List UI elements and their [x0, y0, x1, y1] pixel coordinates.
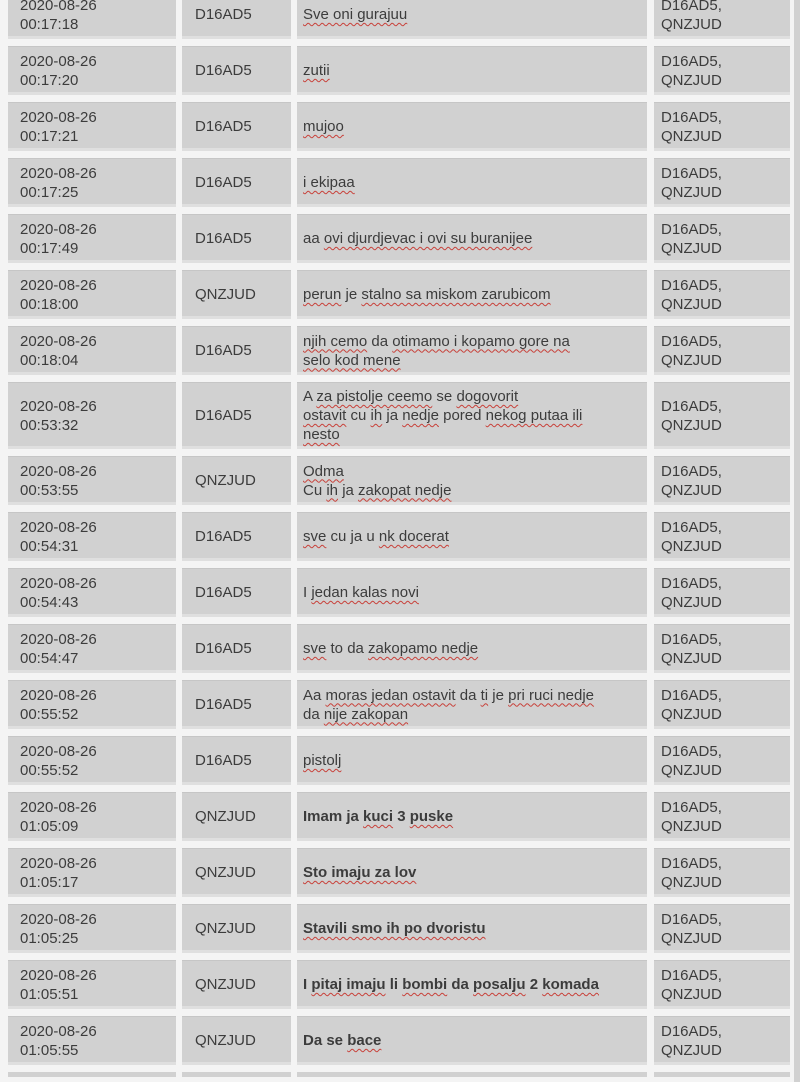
misspelled-word: perun [303, 286, 342, 303]
sender-cell [182, 904, 291, 953]
message-line [303, 481, 641, 500]
sender-id: QNZJUD [195, 976, 256, 993]
timestamp-date: 2020-08-26 [20, 220, 97, 238]
participant-id: D16AD5, [661, 108, 722, 126]
participant-id: QNZJUD [661, 985, 722, 1003]
sender-id: D16AD5 [195, 640, 252, 657]
sender-cell [182, 792, 291, 841]
timestamp-cell [8, 382, 176, 449]
participants-cell [654, 326, 790, 375]
message-text: aa [303, 230, 324, 247]
sender-cell [182, 46, 291, 95]
message-text: je [341, 286, 362, 303]
participant-id: D16AD5, [661, 518, 722, 536]
participant-id: QNZJUD [661, 416, 722, 434]
timestamp-time: 01:05:51 [20, 985, 79, 1003]
participant-id: QNZJUD [661, 929, 722, 947]
sender-cell [182, 848, 291, 897]
message-text: cu [346, 407, 371, 424]
participants-cell [654, 512, 790, 561]
message-line [303, 462, 641, 481]
participants-cell [654, 904, 790, 953]
message-line [303, 807, 641, 826]
participant-id: QNZJUD [661, 649, 722, 667]
participant-id: D16AD5, [661, 686, 722, 704]
sender-cell [182, 0, 291, 39]
timestamp-time: 00:18:00 [20, 295, 79, 313]
misspelled-word: Stavili smo ih po dvoristu [303, 920, 486, 937]
message-line [303, 425, 641, 444]
sender-cell [182, 158, 291, 207]
misspelled-word: njih cemo [303, 332, 368, 350]
participant-id: D16AD5, [661, 966, 722, 984]
message-line [303, 686, 641, 705]
sender-id: QNZJUD [195, 808, 256, 825]
message-text: to da [326, 640, 369, 657]
participant-id: QNZJUD [661, 15, 722, 33]
message-line [303, 919, 641, 938]
message-text: da [367, 332, 393, 350]
table-row [8, 1016, 790, 1065]
timestamp-time: 01:05:25 [20, 929, 79, 947]
timestamp-cell [8, 456, 176, 505]
timestamp-date: 2020-08-26 [20, 1022, 97, 1040]
participant-id: D16AD5, [661, 0, 722, 14]
participant-id: D16AD5, [661, 742, 722, 760]
participants-cell [654, 0, 790, 39]
misspelled-word: puske [409, 808, 454, 825]
timestamp-date: 2020-08-26 [20, 910, 97, 928]
timestamp-date: 2020-08-26 [20, 397, 97, 415]
participants-cell [654, 456, 790, 505]
timestamp-time: 00:54:31 [20, 537, 79, 555]
participant-id: QNZJUD [661, 351, 722, 369]
participants-cell [654, 848, 790, 897]
sender-id: QNZJUD [195, 286, 256, 303]
message-cell [297, 158, 647, 207]
timestamp-time: 00:17:21 [20, 127, 79, 145]
message-line [303, 751, 641, 770]
timestamp-cell [8, 960, 176, 1009]
timestamp-time: 00:55:52 [20, 705, 79, 723]
message-cell [297, 960, 647, 1009]
sender-id: D16AD5 [195, 230, 252, 247]
timestamp-cell [8, 270, 176, 319]
message-text: Imam ja [303, 808, 364, 825]
timestamp-cell [8, 46, 176, 95]
timestamp-cell [8, 512, 176, 561]
participants-cell [654, 46, 790, 95]
sender-cell [182, 1016, 291, 1065]
misspelled-word: pitaj imaju [311, 976, 386, 993]
participants-cell [654, 214, 790, 263]
message-text: Aa [303, 686, 326, 704]
sender-id: QNZJUD [195, 1032, 256, 1049]
misspelled-word: i ekipaa [303, 174, 355, 191]
participant-id: QNZJUD [661, 127, 722, 145]
sender-id: D16AD5 [195, 6, 252, 23]
message-line [303, 285, 641, 304]
timestamp-date: 2020-08-26 [20, 966, 97, 984]
table-row [8, 0, 790, 39]
participant-id: D16AD5, [661, 52, 722, 70]
sender-cell [182, 736, 291, 785]
misspelled-word: moras jedan ostavit [325, 686, 456, 704]
message-text: ja [382, 407, 403, 424]
timestamp-cell [8, 102, 176, 151]
misspelled-word: zakopat nedje [358, 481, 452, 499]
misspelled-word: za pistolje ceemo [316, 388, 433, 405]
timestamp-cell [8, 1016, 176, 1065]
misspelled-word: stalno sa miskom zarubicom [361, 286, 551, 303]
message-line [303, 332, 641, 351]
misspelled-word: Odma [303, 462, 344, 480]
participant-id: D16AD5, [661, 276, 722, 294]
message-text: Cu [303, 481, 327, 499]
misspelled-word: pri ruci nedje [508, 686, 595, 704]
misspelled-word: dogovorit [456, 388, 519, 405]
misspelled-word: zutii [303, 62, 330, 79]
message-line [303, 406, 641, 425]
message-cell [297, 848, 647, 897]
participant-id: D16AD5, [661, 630, 722, 648]
table-row [8, 46, 790, 95]
timestamp-cell [8, 736, 176, 785]
sender-id: D16AD5 [195, 584, 252, 601]
misspelled-word: ti [480, 686, 489, 704]
participants-cell [654, 568, 790, 617]
misspelled-word: ih [370, 407, 383, 424]
message-cell [297, 0, 647, 39]
message-line [303, 5, 641, 24]
message-cell [297, 680, 647, 729]
participant-id: QNZJUD [661, 239, 722, 257]
misspelled-word: sve [303, 640, 327, 657]
timestamp-cell [8, 680, 176, 729]
misspelled-word: nije zakopan [323, 705, 409, 723]
misspelled-word: posalju [473, 976, 526, 993]
timestamp-time: 01:05:09 [20, 817, 79, 835]
table-row [8, 270, 790, 319]
sender-id: D16AD5 [195, 174, 252, 191]
misspelled-word: otimamo i kopamo gore na [392, 332, 570, 350]
participant-id: D16AD5, [661, 332, 722, 350]
table-row [8, 792, 790, 841]
message-line [303, 863, 641, 882]
table-row [8, 680, 790, 729]
table-row [8, 102, 790, 151]
next-row-sliver [8, 1072, 790, 1077]
timestamp-date: 2020-08-26 [20, 108, 97, 126]
sender-cell [182, 270, 291, 319]
participant-id: D16AD5, [661, 910, 722, 928]
participants-cell [654, 1016, 790, 1065]
sender-cell [182, 326, 291, 375]
participant-id: QNZJUD [661, 295, 722, 313]
participant-id: D16AD5, [661, 798, 722, 816]
timestamp-cell [8, 568, 176, 617]
message-text: da [303, 705, 324, 723]
timestamp-cell [8, 848, 176, 897]
timestamp-time: 00:55:52 [20, 761, 79, 779]
timestamp-time: 01:05:55 [20, 1041, 79, 1059]
message-cell [297, 624, 647, 673]
timestamp-date: 2020-08-26 [20, 798, 97, 816]
table-row [8, 736, 790, 785]
table-row [8, 326, 790, 375]
participants-cell [654, 624, 790, 673]
message-line [303, 639, 641, 658]
participants-cell [654, 158, 790, 207]
misspelled-word: komada [542, 976, 599, 993]
table-row [8, 624, 790, 673]
misspelled-word: ovi djurdjevac i ovi su buranijee [323, 230, 533, 247]
message-line [303, 387, 641, 406]
misspelled-word: Sto imaju za lov [303, 864, 417, 881]
timestamp-date: 2020-08-26 [20, 742, 97, 760]
participant-id: QNZJUD [661, 537, 722, 555]
participant-id: QNZJUD [661, 71, 722, 89]
misspelled-word: ih [326, 481, 339, 499]
sender-id: QNZJUD [195, 920, 256, 937]
timestamp-cell [8, 1072, 176, 1077]
misspelled-word: jedan kalas novi [311, 584, 419, 601]
participant-id: QNZJUD [661, 761, 722, 779]
table-row [8, 904, 790, 953]
table-row [8, 456, 790, 505]
misspelled-word: Sve oni gurajuu [303, 6, 408, 23]
timestamp-time: 00:17:49 [20, 239, 79, 257]
misspelled-word: bace [347, 1032, 382, 1049]
timestamp-time: 00:17:20 [20, 71, 79, 89]
timestamp-cell [8, 214, 176, 263]
timestamp-cell [8, 158, 176, 207]
sender-id: D16AD5 [195, 342, 252, 359]
sender-cell [182, 960, 291, 1009]
message-cell [297, 736, 647, 785]
misspelled-word: pistolj [303, 752, 342, 769]
sender-id: D16AD5 [195, 752, 252, 769]
message-line [303, 351, 641, 370]
participants-cell [654, 102, 790, 151]
timestamp-date: 2020-08-26 [20, 276, 97, 294]
timestamp-date: 2020-08-26 [20, 52, 97, 70]
timestamp-time: 00:54:47 [20, 649, 79, 667]
participant-id: D16AD5, [661, 1022, 722, 1040]
sender-cell [182, 1072, 291, 1077]
message-line [303, 61, 641, 80]
timestamp-time: 00:17:18 [20, 15, 79, 33]
sender-id: D16AD5 [195, 528, 252, 545]
participants-cell [654, 1072, 790, 1077]
message-text: 3 [393, 808, 410, 825]
message-text: 2 [525, 976, 543, 993]
participant-id: D16AD5, [661, 164, 722, 182]
message-line [303, 1031, 641, 1050]
message-cell [297, 102, 647, 151]
sender-cell [182, 456, 291, 505]
timestamp-date: 2020-08-26 [20, 574, 97, 592]
message-text: da [447, 976, 474, 993]
misspelled-word: nedje [402, 407, 439, 424]
message-text: se [432, 388, 457, 405]
message-line [303, 527, 641, 546]
sender-cell [182, 382, 291, 449]
timestamp-cell [8, 326, 176, 375]
message-text: I [303, 584, 312, 601]
sender-cell [182, 568, 291, 617]
participant-id: QNZJUD [661, 183, 722, 201]
sender-id: QNZJUD [195, 472, 256, 489]
sender-cell [182, 680, 291, 729]
misspelled-word: mujoo [303, 118, 344, 135]
misspelled-word: ostavit [303, 407, 347, 424]
timestamp-cell [8, 792, 176, 841]
participant-id: D16AD5, [661, 462, 722, 480]
message-text: I [303, 976, 312, 993]
message-cell [297, 214, 647, 263]
sender-id: D16AD5 [195, 407, 252, 424]
message-text: li [385, 976, 403, 993]
misspelled-word: zakopamo nedje [368, 640, 479, 657]
timestamp-date: 2020-08-26 [20, 630, 97, 648]
message-line [303, 705, 641, 724]
message-cell [297, 512, 647, 561]
message-cell [297, 382, 647, 449]
table-row [8, 568, 790, 617]
participant-id: QNZJUD [661, 705, 722, 723]
message-cell [297, 326, 647, 375]
message-text: cu ja u [326, 528, 379, 545]
sender-cell [182, 214, 291, 263]
message-cell [297, 270, 647, 319]
misspelled-word: nekog putaa ili [485, 407, 583, 424]
page-right-edge-strip [794, 0, 800, 1082]
participant-id: QNZJUD [661, 817, 722, 835]
timestamp-time: 00:18:04 [20, 351, 79, 369]
chat-log-table [8, 0, 790, 1077]
participants-cell [654, 736, 790, 785]
misspelled-word: selo kod mene [303, 351, 401, 369]
sender-id: QNZJUD [195, 864, 256, 881]
participant-id: QNZJUD [661, 593, 722, 611]
timestamp-date: 2020-08-26 [20, 686, 97, 704]
table-row [8, 848, 790, 897]
timestamp-date: 2020-08-26 [20, 164, 97, 182]
misspelled-word: nk docerat [378, 528, 449, 545]
sender-id: D16AD5 [195, 696, 252, 713]
message-cell [297, 792, 647, 841]
message-cell [297, 568, 647, 617]
participants-cell [654, 680, 790, 729]
table-row [8, 512, 790, 561]
timestamp-time: 00:54:43 [20, 593, 79, 611]
timestamp-date: 2020-08-26 [20, 518, 97, 536]
sender-id: D16AD5 [195, 62, 252, 79]
timestamp-time: 00:17:25 [20, 183, 79, 201]
timestamp-time: 00:53:55 [20, 481, 79, 499]
participants-cell [654, 270, 790, 319]
message-line [303, 583, 641, 602]
misspelled-word: nesto [303, 426, 340, 443]
message-text: je [488, 686, 509, 704]
message-text: Da se [303, 1032, 348, 1049]
participants-cell [654, 382, 790, 449]
sender-cell [182, 512, 291, 561]
message-text: pored [438, 407, 486, 424]
timestamp-cell [8, 0, 176, 39]
participant-id: QNZJUD [661, 1041, 722, 1059]
timestamp-cell [8, 624, 176, 673]
misspelled-word: kuci [363, 808, 394, 825]
message-cell [297, 46, 647, 95]
misspelled-word: sve [303, 528, 327, 545]
participant-id: D16AD5, [661, 220, 722, 238]
message-line [303, 975, 641, 994]
message-cell [297, 1072, 647, 1077]
message-cell [297, 1016, 647, 1065]
sender-id: D16AD5 [195, 118, 252, 135]
message-line [303, 173, 641, 192]
message-cell [297, 904, 647, 953]
timestamp-cell [8, 904, 176, 953]
message-cell [297, 456, 647, 505]
message-text: da [455, 686, 481, 704]
message-line [303, 117, 641, 136]
sender-cell [182, 624, 291, 673]
participants-cell [654, 960, 790, 1009]
table-row [8, 214, 790, 263]
timestamp-date: 2020-08-26 [20, 0, 97, 14]
message-text: A [303, 388, 317, 405]
message-line [303, 229, 641, 248]
misspelled-word: bombi [402, 976, 448, 993]
participant-id: QNZJUD [661, 873, 722, 891]
timestamp-time: 01:05:17 [20, 873, 79, 891]
timestamp-date: 2020-08-26 [20, 462, 97, 480]
participant-id: D16AD5, [661, 854, 722, 872]
participant-id: D16AD5, [661, 574, 722, 592]
message-text: ja [338, 481, 359, 499]
table-row [8, 960, 790, 1009]
table-row [8, 382, 790, 449]
timestamp-date: 2020-08-26 [20, 854, 97, 872]
participants-cell [654, 792, 790, 841]
participant-id: D16AD5, [661, 397, 722, 415]
participant-id: QNZJUD [661, 481, 722, 499]
sender-cell [182, 102, 291, 151]
table-row [8, 158, 790, 207]
timestamp-date: 2020-08-26 [20, 332, 97, 350]
timestamp-time: 00:53:32 [20, 416, 79, 434]
